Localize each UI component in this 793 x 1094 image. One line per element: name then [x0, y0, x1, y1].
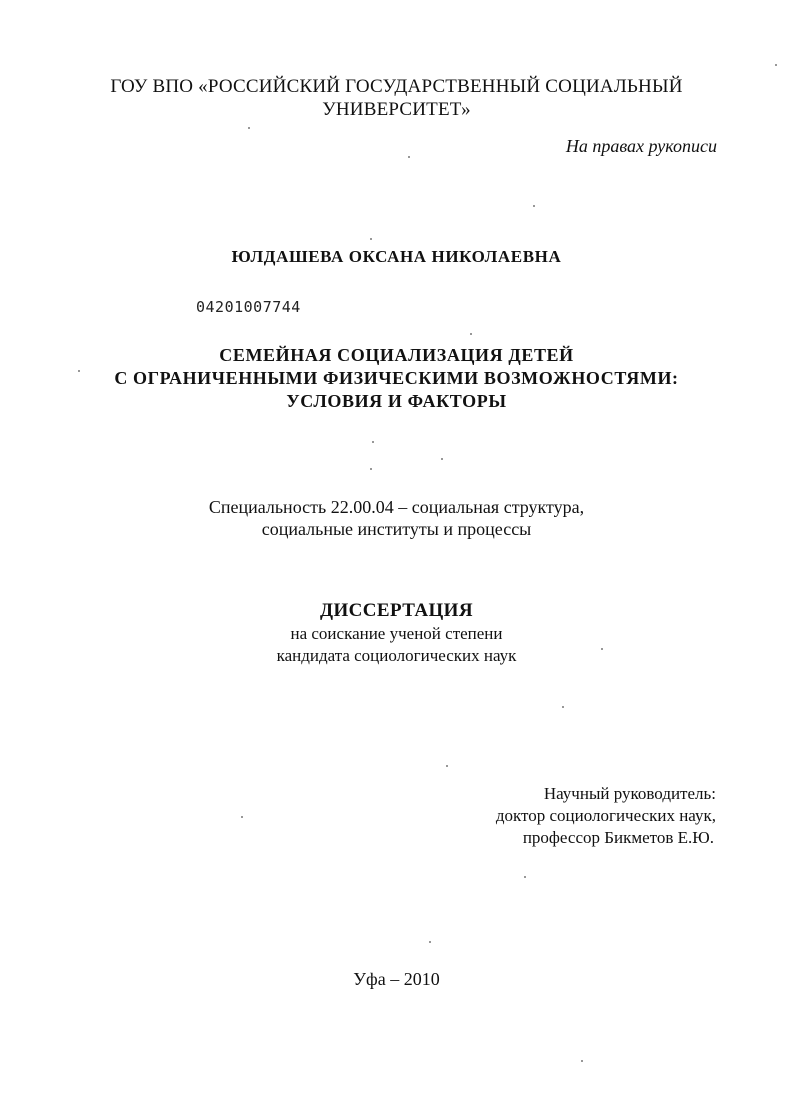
- manuscript-rights-note: На правах рукописи: [565, 136, 717, 156]
- scan-speck: [429, 941, 431, 943]
- scan-speck: [524, 876, 526, 878]
- scan-speck: [370, 238, 372, 240]
- scan-speck: [241, 816, 243, 818]
- author-name: ЮЛДАШЕВА ОКСАНА НИКОЛАЕВНА: [231, 247, 562, 266]
- city-year: Уфа – 2010: [353, 969, 440, 989]
- scan-speck: [370, 468, 372, 470]
- institution-line-1: ГОУ ВПО «РОССИЙСКИЙ ГОСУДАРСТВЕННЫЙ СОЦИАЛЬНЫЙ: [110, 76, 683, 97]
- scan-speck: [581, 1060, 583, 1062]
- thesis-title-line-1: СЕМЕЙНАЯ СОЦИАЛИЗАЦИЯ ДЕТЕЙ: [219, 345, 574, 365]
- specialty-line-2: социальные институты и процессы: [261, 519, 532, 539]
- specialty-line-1: Специальность 22.00.04 – социальная структура,: [208, 497, 585, 517]
- degree-line-2: кандидата социологических наук: [276, 646, 517, 665]
- supervisor-name: профессор Бикметов Е.Ю.: [522, 828, 714, 847]
- scan-speck: [533, 205, 535, 207]
- degree-line-1: на соискание ученой степени: [290, 624, 503, 643]
- institution-line-2: УНИВЕРСИТЕТ»: [322, 99, 471, 120]
- scan-speck: [78, 370, 80, 372]
- dissertation-heading: ДИССЕРТАЦИЯ: [320, 600, 473, 621]
- supervisor-degree: доктор социологических наук,: [495, 806, 716, 825]
- scan-speck: [441, 458, 443, 460]
- scan-speck: [408, 156, 410, 158]
- registration-code: 04201007744: [196, 298, 301, 316]
- scan-speck: [248, 127, 250, 129]
- thesis-title-line-2: С ОГРАНИЧЕННЫМИ ФИЗИЧЕСКИМИ ВОЗМОЖНОСТЯМИ:: [114, 368, 679, 388]
- scan-speck: [446, 765, 448, 767]
- supervisor-label: Научный руководитель:: [543, 784, 716, 803]
- scan-speck: [562, 706, 564, 708]
- scan-speck: [470, 333, 472, 335]
- scan-speck: [601, 648, 603, 650]
- scan-speck: [372, 441, 374, 443]
- thesis-title-line-3: УСЛОВИЯ И ФАКТОРЫ: [286, 391, 507, 411]
- scan-speck: [775, 64, 777, 66]
